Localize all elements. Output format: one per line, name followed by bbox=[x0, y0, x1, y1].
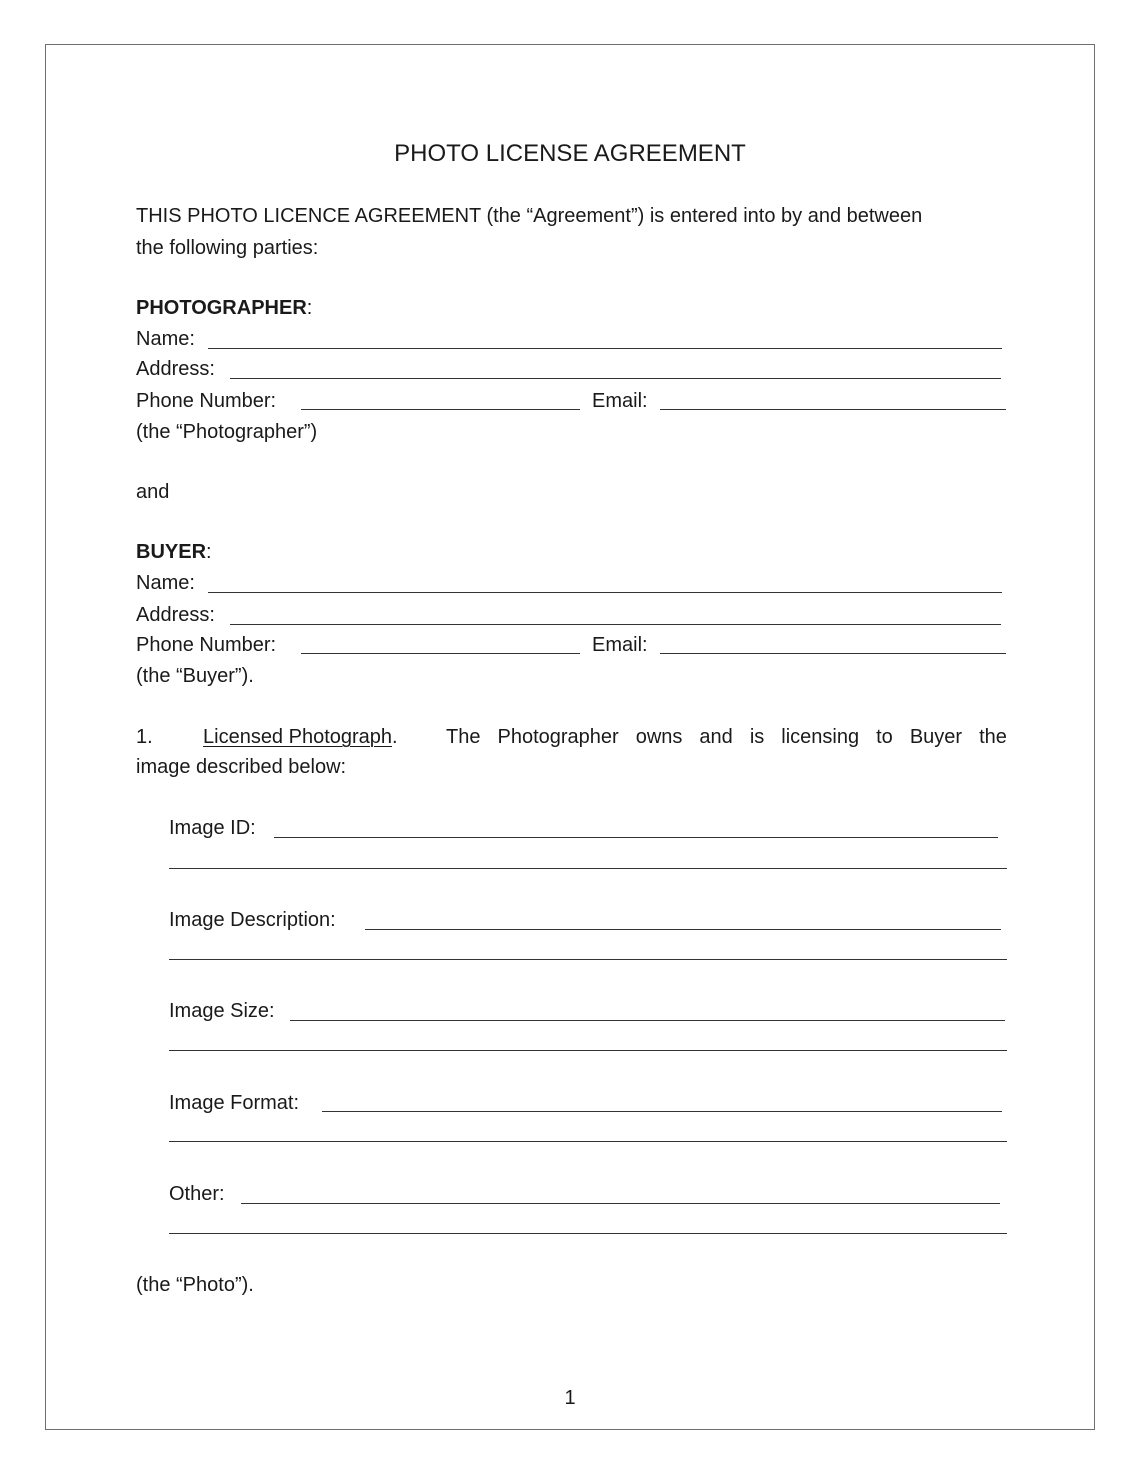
image-id-field[interactable] bbox=[274, 837, 998, 838]
intro-line-1: THIS PHOTO LICENCE AGREEMENT (the “Agreement”) is entered into by and between bbox=[136, 205, 923, 227]
image-id-label: Image ID: bbox=[169, 817, 256, 839]
other-label: Other: bbox=[169, 1183, 225, 1205]
photographer-heading-text: PHOTOGRAPHER bbox=[136, 297, 307, 319]
buyer-email-label: Email: bbox=[592, 634, 648, 656]
buyer-phone-field[interactable] bbox=[301, 653, 580, 654]
buyer-name-label: Name: bbox=[136, 572, 195, 594]
intro-line-2: the following parties: bbox=[136, 237, 319, 259]
page-number: 1 bbox=[564, 1387, 576, 1409]
section-1-word: is bbox=[749, 726, 765, 748]
photographer-name-label: Name: bbox=[136, 328, 195, 350]
image-description-field-continuation[interactable] bbox=[169, 959, 1007, 960]
section-1-heading-text: Licensed Photograph bbox=[203, 726, 393, 748]
image-size-label: Image Size: bbox=[169, 1000, 275, 1022]
photographer-name-field[interactable] bbox=[208, 348, 1002, 349]
image-id-field-continuation[interactable] bbox=[169, 868, 1007, 869]
image-format-label: Image Format: bbox=[169, 1092, 300, 1114]
image-format-field-continuation[interactable] bbox=[169, 1141, 1007, 1142]
section-1-word: licensing bbox=[781, 726, 860, 748]
buyer-email-field[interactable] bbox=[660, 653, 1006, 654]
image-description-field[interactable] bbox=[365, 929, 1001, 930]
image-size-field[interactable] bbox=[290, 1020, 1005, 1021]
photographer-address-label: Address: bbox=[136, 358, 215, 380]
section-1-word: Buyer bbox=[909, 726, 963, 748]
buyer-defined-as: (the “Buyer”). bbox=[136, 665, 254, 687]
buyer-name-field[interactable] bbox=[208, 592, 1002, 593]
photographer-phone-label: Phone Number: bbox=[136, 390, 277, 412]
photographer-defined-as: (the “Photographer”) bbox=[136, 421, 318, 443]
section-1-number: 1. bbox=[136, 726, 153, 748]
photographer-email-label: Email: bbox=[592, 390, 648, 412]
section-1-word: owns bbox=[635, 726, 683, 748]
section-1-heading: Licensed Photograph. bbox=[203, 726, 398, 748]
buyer-heading-colon: : bbox=[206, 541, 212, 563]
section-1-word: the bbox=[979, 726, 1007, 748]
and-text: and bbox=[136, 481, 170, 503]
section-1-line-2: image described below: bbox=[136, 756, 347, 778]
photo-defined-as: (the “Photo”). bbox=[136, 1274, 254, 1296]
image-format-field[interactable] bbox=[322, 1111, 1002, 1112]
section-1-word: to bbox=[876, 726, 893, 748]
section-1-word: and bbox=[699, 726, 733, 748]
photographer-phone-field[interactable] bbox=[301, 409, 580, 410]
section-1-line-1 bbox=[446, 727, 1007, 747]
document-title: PHOTO LICENSE AGREEMENT bbox=[394, 140, 746, 167]
section-1-word: Photographer bbox=[497, 726, 619, 748]
other-field[interactable] bbox=[241, 1203, 1000, 1204]
buyer-heading bbox=[136, 542, 212, 562]
image-description-label: Image Description: bbox=[169, 909, 336, 931]
other-field-continuation[interactable] bbox=[169, 1233, 1007, 1234]
photographer-email-field[interactable] bbox=[660, 409, 1006, 410]
buyer-address-label: Address: bbox=[136, 604, 215, 626]
buyer-address-field[interactable] bbox=[230, 624, 1001, 625]
image-size-field-continuation[interactable] bbox=[169, 1050, 1007, 1051]
buyer-phone-label: Phone Number: bbox=[136, 634, 277, 656]
document-page bbox=[45, 44, 1095, 1430]
photographer-heading-colon: : bbox=[306, 297, 313, 319]
photographer-heading bbox=[136, 298, 312, 318]
section-1-word: The bbox=[446, 726, 481, 748]
buyer-heading-text: BUYER bbox=[136, 541, 207, 563]
photographer-address-field[interactable] bbox=[230, 378, 1001, 379]
